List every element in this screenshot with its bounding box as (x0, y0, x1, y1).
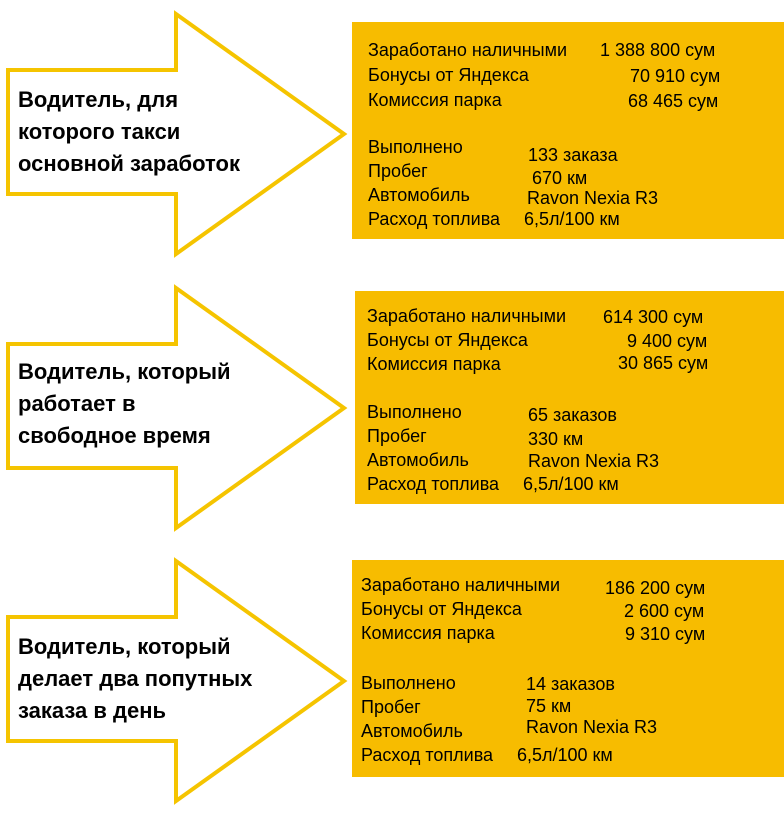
earned-label: Заработано наличными (361, 575, 561, 595)
driver-label-line: свободное время (18, 423, 211, 448)
stats-card-2 (355, 291, 784, 504)
done-label: Выполнено (368, 137, 463, 157)
bonus-value: 9 400 сум (627, 331, 708, 351)
driver-label (18, 631, 318, 727)
bonus-value: 2 600 сум (624, 601, 705, 621)
bonus-value: 70 910 сум (630, 66, 721, 86)
car-label: Автомобиль (368, 185, 470, 205)
earned-label: Заработано наличными (367, 306, 567, 326)
driver-label (18, 84, 318, 180)
earned-label: Заработано наличными (368, 40, 568, 60)
stats-card-3 (352, 560, 784, 777)
stats-card-1 (352, 22, 784, 239)
driver-label-line: делает два попутных (18, 666, 253, 691)
mileage-value: 330 км (528, 429, 584, 449)
fuel-value: 6,5л/100 км (524, 209, 620, 229)
fuel-label: Расход топлива (368, 209, 501, 229)
done-value: 65 заказов (528, 405, 617, 425)
mileage-label: Пробег (368, 161, 428, 181)
driver-label-line: заказа в день (18, 698, 167, 723)
mileage-value: 670 км (532, 168, 588, 188)
commission-value: 9 310 сум (625, 624, 706, 644)
driver-label-line: которого такси (18, 119, 181, 144)
car-value: Ravon Nexia R3 (527, 188, 659, 208)
done-label: Выполнено (367, 402, 462, 422)
car-label: Автомобиль (361, 721, 463, 741)
car-value: Ravon Nexia R3 (526, 717, 658, 737)
mileage-label: Пробег (361, 697, 421, 717)
commission-label: Комиссия парка (361, 623, 495, 643)
earned-value: 1 388 800 сум (600, 40, 716, 60)
mileage-label: Пробег (367, 426, 427, 446)
fuel-label: Расход топлива (367, 474, 500, 494)
fuel-label: Расход топлива (361, 745, 494, 765)
mileage-value: 75 км (526, 696, 572, 716)
driver-label (18, 356, 318, 452)
driver-label-line: работает в (18, 391, 136, 416)
earned-value: 614 300 сум (603, 307, 704, 327)
driver-arrow-1 (0, 8, 350, 268)
commission-label: Комиссия парка (367, 354, 501, 374)
done-value: 133 заказа (528, 145, 618, 165)
driver-label-line: Водитель, который (18, 634, 231, 659)
fuel-value: 6,5л/100 км (517, 745, 613, 765)
done-value: 14 заказов (526, 674, 615, 694)
driver-label-line: Водитель, который (18, 359, 231, 384)
fuel-value: 6,5л/100 км (523, 474, 619, 494)
earned-value: 186 200 сум (605, 578, 706, 598)
bonus-label: Бонусы от Яндекса (367, 330, 528, 350)
driver-label-line: основной заработок (18, 151, 240, 176)
driver-arrow-3 (0, 555, 350, 815)
bonus-label: Бонусы от Яндекса (361, 599, 522, 619)
driver-arrow-2 (0, 282, 350, 542)
bonus-label: Бонусы от Яндекса (368, 65, 529, 85)
car-value: Ravon Nexia R3 (528, 451, 660, 471)
done-label: Выполнено (361, 673, 456, 693)
driver-label-line: Водитель, для (18, 87, 179, 112)
car-label: Автомобиль (367, 450, 469, 470)
commission-value: 30 865 сум (618, 353, 709, 373)
commission-label: Комиссия парка (368, 90, 502, 110)
commission-value: 68 465 сум (628, 91, 719, 111)
